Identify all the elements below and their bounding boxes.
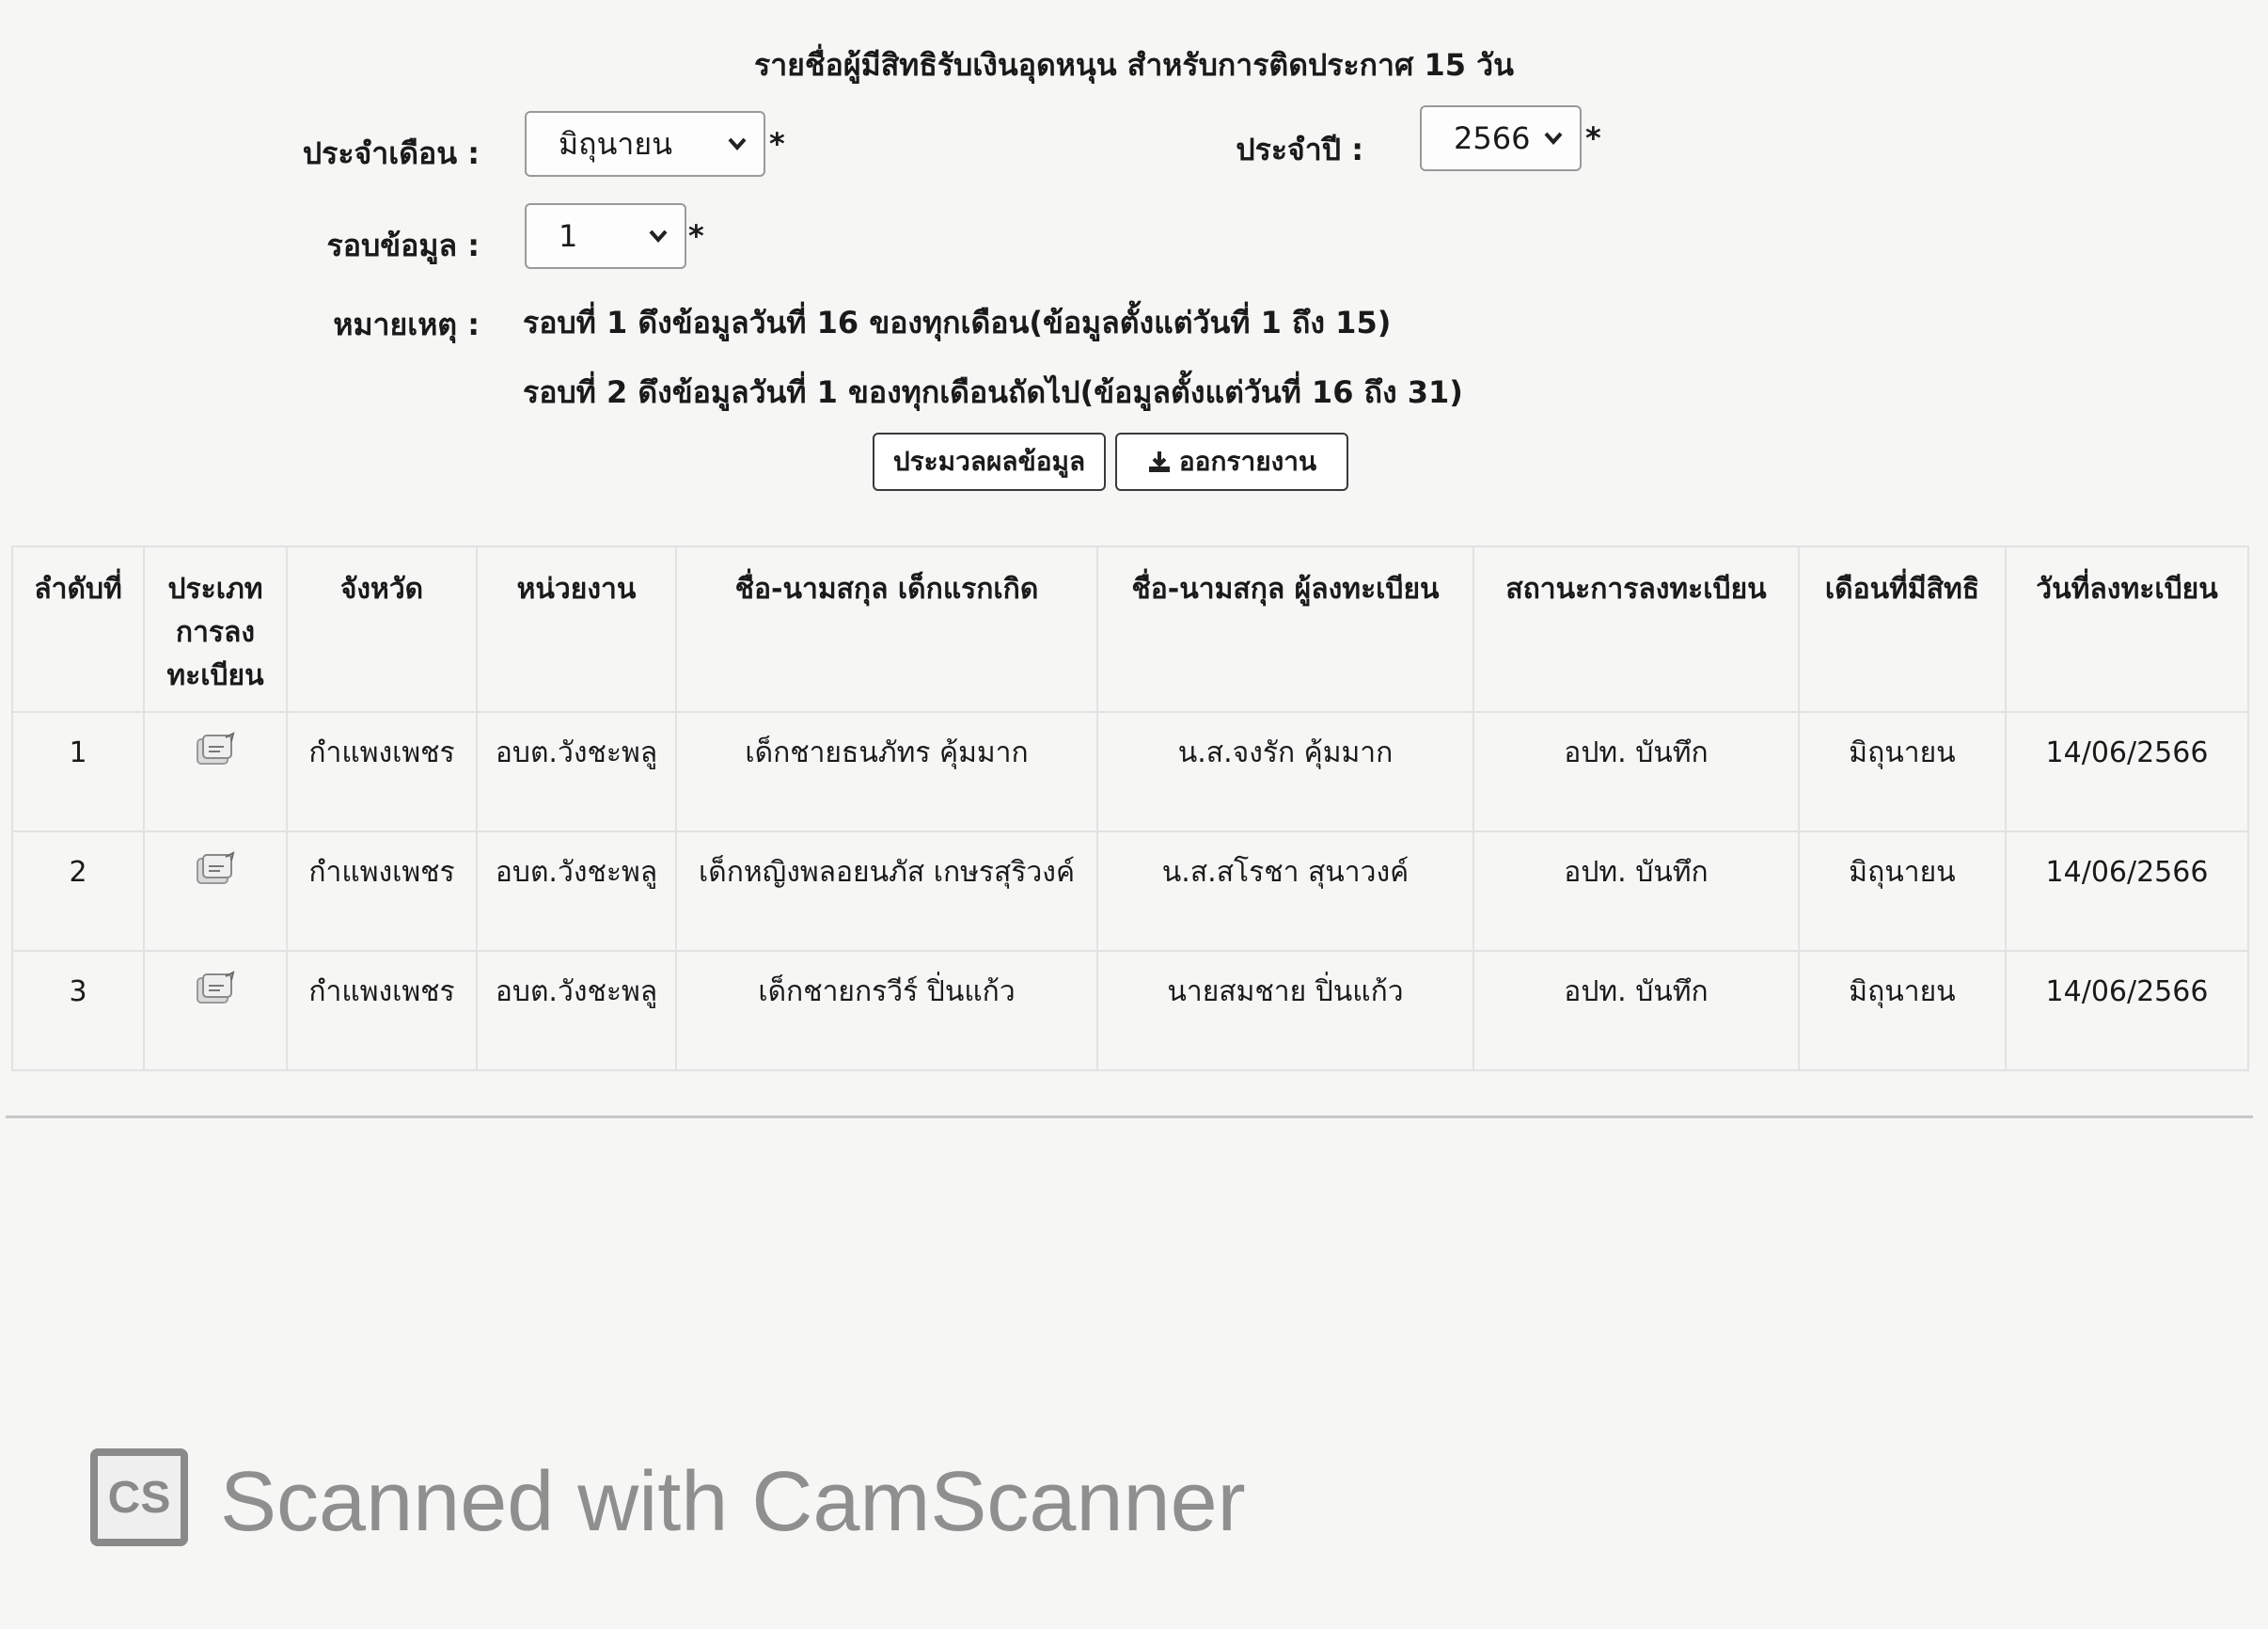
registration-type-icon[interactable] — [194, 851, 237, 887]
cell-registrant-name: น.ส.สโรชา สุนาวงค์ — [1097, 831, 1473, 951]
year-select[interactable] — [1420, 105, 1582, 171]
cell-no: 2 — [12, 831, 144, 951]
month-required-mark: * — [769, 126, 785, 162]
col-header-type: ประเภทการลงทะเบียน — [144, 546, 287, 712]
year-select-value: 2566 — [1454, 120, 1531, 156]
cell-agency: อบต.วังชะพลู — [477, 712, 676, 831]
download-icon — [1147, 450, 1172, 474]
cell-register-date: 14/06/2566 — [2006, 712, 2248, 831]
note-label: หมายเหตุ : — [333, 307, 480, 342]
chevron-down-icon — [1544, 132, 1563, 145]
note-line-2: รอบที่ 2 ดึงข้อมูลวันที่ 1 ของทุกเดือนถัดไป(ข้อมูลตั้งแต่วันที่ 16 ถึง 31) — [523, 374, 1463, 410]
year-label: ประจำปี : — [1236, 132, 1363, 167]
cell-province: กำแพงเพชร — [287, 951, 477, 1070]
col-header-status: สถานะการลงทะเบียน — [1473, 546, 1799, 712]
cell-registrant-name: นายสมชาย ปิ่นแก้ว — [1097, 951, 1473, 1070]
cell-status: อปท. บันทึก — [1473, 831, 1799, 951]
year-required-mark: * — [1585, 120, 1601, 156]
table-row — [12, 712, 2248, 831]
cell-eligible-month: มิถุนายน — [1799, 712, 2006, 831]
cell-type — [144, 712, 287, 831]
cell-child-name: เด็กหญิงพลอยนภัส เกษรสุริวงค์ — [676, 831, 1097, 951]
cell-province: กำแพงเพชร — [287, 831, 477, 951]
cell-child-name: เด็กชายธนภัทร คุ้มมาก — [676, 712, 1097, 831]
col-header-eligible-month: เดือนที่มีสิทธิ — [1799, 546, 2006, 712]
export-report-button[interactable] — [1115, 433, 1348, 491]
month-select-value: มิถุนายน — [559, 125, 672, 162]
col-header-province: จังหวัด — [287, 546, 477, 712]
cell-type — [144, 951, 287, 1070]
process-data-label: ประมวลผลข้อมูล — [892, 446, 1086, 477]
registrant-table — [11, 546, 2249, 1071]
cell-type — [144, 831, 287, 951]
bottom-divider — [6, 1115, 2253, 1118]
cell-agency: อบต.วังชะพลู — [477, 951, 676, 1070]
camscanner-logo: CS — [90, 1448, 188, 1546]
col-header-registrant-name: ชื่อ-นามสกุล ผู้ลงทะเบียน — [1097, 546, 1473, 712]
round-select[interactable] — [525, 203, 686, 269]
cell-agency: อบต.วังชะพลู — [477, 831, 676, 951]
col-header-register-date: วันที่ลงทะเบียน — [2006, 546, 2248, 712]
round-required-mark: * — [688, 218, 704, 254]
month-label: ประจำเดือน : — [302, 135, 480, 171]
col-header-no: ลำดับที่ — [12, 546, 144, 712]
month-select[interactable] — [525, 111, 765, 177]
chevron-down-icon — [728, 137, 747, 150]
process-data-button[interactable] — [873, 433, 1106, 491]
registration-type-icon[interactable] — [194, 971, 237, 1006]
cell-province: กำแพงเพชร — [287, 712, 477, 831]
cell-child-name: เด็กชายกรวีร์ ปิ่นแก้ว — [676, 951, 1097, 1070]
round-select-value: 1 — [559, 218, 578, 254]
table-row — [12, 831, 2248, 951]
note-line-1: รอบที่ 1 ดึงข้อมูลวันที่ 16 ของทุกเดือน(ข้อมูลตั้งแต่วันที่ 1 ถึง 15) — [523, 305, 1392, 340]
camscanner-watermark-text: Scanned with CamScanner — [220, 1455, 1246, 1549]
cell-status: อปท. บันทึก — [1473, 951, 1799, 1070]
cell-status: อปท. บันทึก — [1473, 712, 1799, 831]
cell-eligible-month: มิถุนายน — [1799, 951, 2006, 1070]
table-header-row — [12, 546, 2248, 712]
round-label: รอบข้อมูล : — [326, 228, 480, 263]
cell-no: 3 — [12, 951, 144, 1070]
col-header-agency: หน่วยงาน — [477, 546, 676, 712]
col-header-child-name: ชื่อ-นามสกุล เด็กแรกเกิด — [676, 546, 1097, 712]
page-title: รายชื่อผู้มีสิทธิรับเงินอุดหนุน สำหรับการติดประกาศ 15 วัน — [754, 47, 1514, 83]
cell-register-date: 14/06/2566 — [2006, 831, 2248, 951]
chevron-down-icon — [649, 229, 668, 243]
cell-eligible-month: มิถุนายน — [1799, 831, 2006, 951]
cell-registrant-name: น.ส.จงรัก คุ้มมาก — [1097, 712, 1473, 831]
table-row — [12, 951, 2248, 1070]
cell-register-date: 14/06/2566 — [2006, 951, 2248, 1070]
registration-type-icon[interactable] — [194, 732, 237, 767]
cell-no: 1 — [12, 712, 144, 831]
export-report-label: ออกรายงาน — [1178, 446, 1317, 477]
